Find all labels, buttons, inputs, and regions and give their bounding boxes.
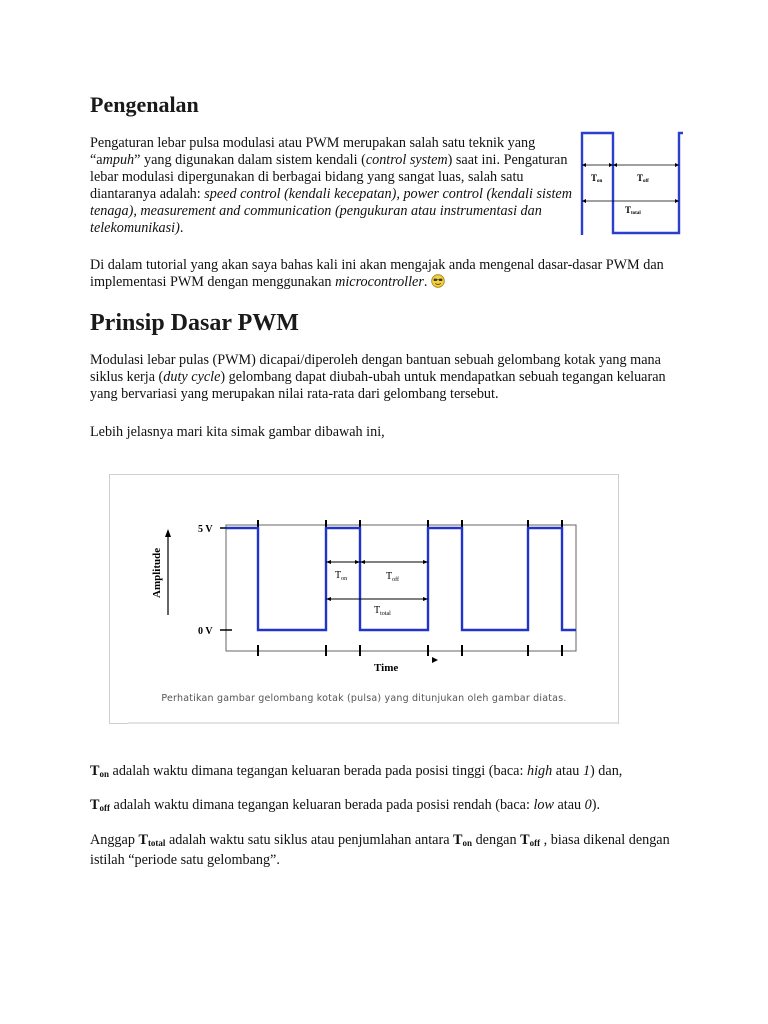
text-run: . [423,274,431,290]
figure-caption: Perhatikan gambar gelombang kotak (pulsa) yang ditunjukan oleh gambar diatas. [161,693,567,704]
term-t: T [138,832,148,848]
x-axis-label: Time [374,662,399,674]
level-high-label: 5 V [198,524,213,535]
text-run: adalah waktu satu siklus atau penjumlahan antara [165,832,454,848]
section-heading-prinsip-dasar-pwm: Prinsip Dasar PWM [90,310,299,336]
text-run-italic: duty cycle [163,369,221,385]
text-run: Di dalam tutorial yang akan saya bahas kali ini akan mengajak anda mengenal dasar-dasar PWM dan implementasi PWM dengan menggunakan [90,257,664,290]
toff-label: Toff [637,173,649,184]
text-run: ). [591,797,601,813]
square-wave-trace [226,528,576,630]
pwm-period-small-figure [579,127,683,239]
text-run: adalah waktu dimana tegangan keluaran berada pada posisi rendah (baca: [109,797,534,813]
term-t: T [520,832,530,848]
term-subscript: off [529,838,541,848]
pwm-waveform-figure [109,474,619,724]
cool-smiley-icon [431,274,445,288]
ton-label: $T_{on}$ [335,570,348,582]
text-run-italic: low [533,797,554,813]
toff-definition-paragraph [90,797,690,817]
figure-intro-paragraph: Lebih jelasnya mari kita simak gambar dibawah ini, [90,424,385,440]
tutorial-paragraph [90,257,690,291]
pwm-principle-paragraph [90,352,690,403]
text-run-italic: 0 [584,797,592,813]
text-run-italic: microcontroller [335,274,424,290]
term-t: T [90,763,100,779]
ton-definition-paragraph [90,763,690,783]
text-run-italic: high [526,763,553,779]
ttotal-definition-paragraph [90,832,690,869]
y-axis-label: Amplitude [151,547,163,598]
level-low-label: 0 V [198,626,213,637]
text-run: dengan [472,832,521,848]
toff-label: $T_{off}$ [386,571,399,583]
term-subscript: on [99,769,109,779]
text-run-italic: control system [365,152,448,168]
term-subscript: on [462,838,473,848]
figure-divider [128,722,618,724]
text-run-italic: mpuh [102,152,135,168]
text-run: , biasa dikenal dengan istilah “periode satu gelombang”. [90,832,670,868]
ttotal-label: Ttotal [625,205,641,216]
text-run: ) gelombang dapat diubah-ubah untuk mendapatkan sebuah tegangan keluaran yang bervariasi yang merupakan nilai rata-rata dari gelombang tersebut. [90,369,666,402]
ton-label: Ton [591,173,603,184]
text-run: ” yang digunakan dalam sistem kendali ( [134,152,366,168]
term-t: T [453,832,463,848]
text-run: atau [552,763,583,779]
term-t: T [90,797,100,813]
text-run: . [179,220,184,236]
text-run-italic: speed control (kendali kecepatan), power control (kendali sistem tenaga), measurement and communication (pengukuran atau instrumentasi dan telekomunikasi) [90,186,572,236]
text-run: Anggap [90,832,139,848]
text-run: ) saat ini. Pengaturan lebar modulasi dipergunakan di berbagai bidang yang sangat luas, salah satu diantaranya adalah: [90,152,568,202]
ttotal-label: $T_{total}$ [374,605,391,617]
text-run: ) dan, [590,763,623,779]
text-run: adalah waktu dimana tegangan keluaran berada pada posisi tinggi (baca: [108,763,527,779]
term-subscript: total [147,838,166,848]
intro-paragraph [90,135,578,237]
text-run: Modulasi lebar pulas (PWM) dicapai/diperoleh dengan bantuan sebuah gelombang kotak yang mana siklus kerja ( [90,352,661,385]
text-run-italic: 1 [582,763,591,779]
text-run: Pengaturan lebar pulsa modulasi atau PWM merupakan salah satu teknik yang “a [90,135,536,168]
term-subscript: off [99,803,110,813]
section-heading-pengenalan: Pengenalan [90,92,199,117]
text-run: atau [553,797,585,813]
